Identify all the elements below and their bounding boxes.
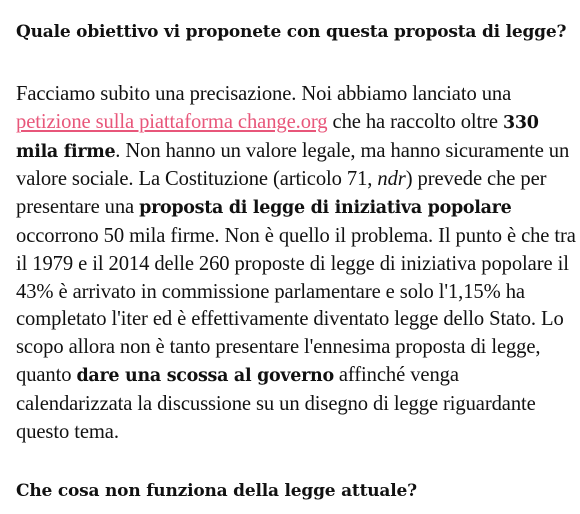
answer-paragraph [16, 81, 580, 446]
bold-text: proposta di legge di iniziativa popolare [139, 198, 512, 219]
bold-text: 330 mila firme [16, 112, 539, 162]
bold-text: dare una scossa al governo [76, 365, 334, 386]
answer-text: Facciamo subito una precisazione. Noi abbiamo lanciato una [16, 83, 512, 105]
answer-text: che ha raccolto oltre [327, 110, 503, 133]
answer-text: . Non hanno un valore legale, ma hanno sicuramente un valore sociale. La Costituzione (articolo 71, [16, 139, 570, 191]
italic-text: ndr [377, 168, 406, 191]
question-heading: Che cosa non funziona della legge attuale? [16, 481, 417, 501]
answer-text: occorrono 50 mila firme. Non è quello il problema. Il punto è che tra il 1979 e il 2014 delle 260 proposte di legge di iniziativa popolare il 43% è arrivato in commissione parlamentare e solo l'1,15% ha completato l'iter ed è effettivamente diventato legge dello Stato. Lo scopo allora non è tanto presentare l'ennesima proposta di legge, quanto [16, 224, 576, 386]
petition-link[interactable]: petizione sulla piattaforma change.org [16, 110, 328, 133]
answer-text: ) prevede che per presentare una [16, 168, 547, 219]
answer-text: affinché venga calendarizzata la discussione su un disegno di legge riguardante questo tema. [16, 363, 536, 443]
question-heading: Quale obiettivo vi proponete con questa proposta di legge? [16, 22, 567, 42]
